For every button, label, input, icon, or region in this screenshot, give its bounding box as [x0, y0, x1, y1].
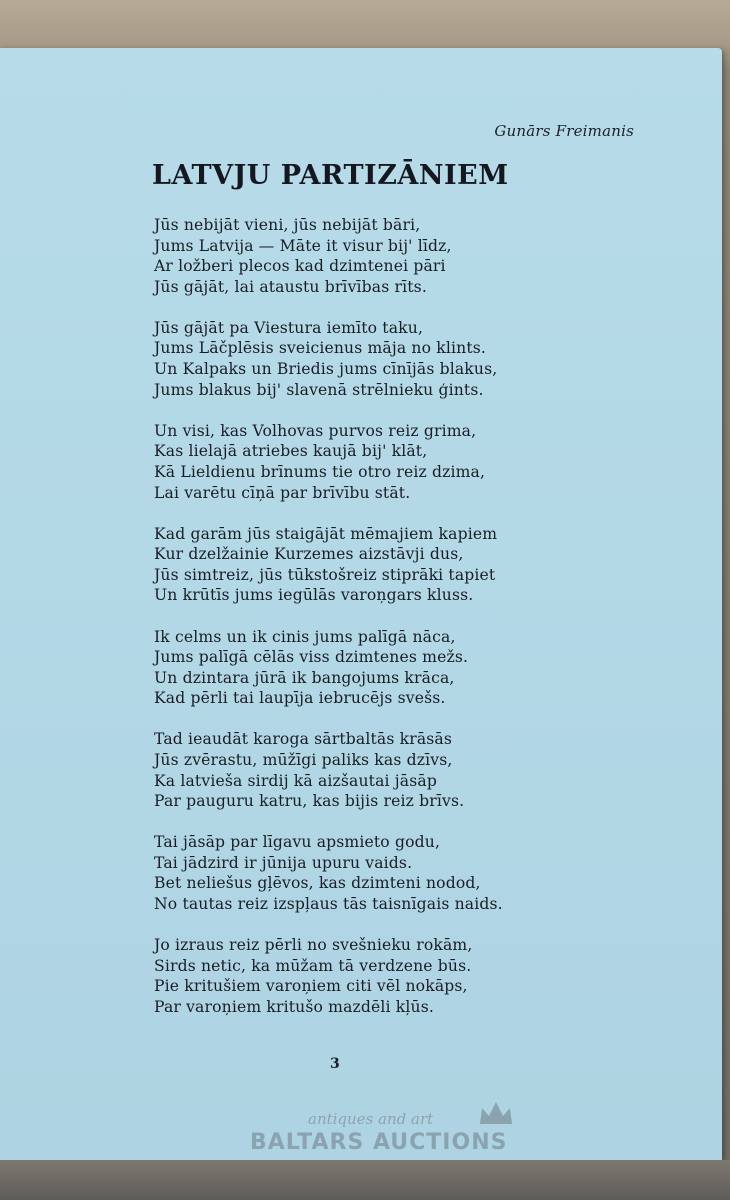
poem-line: Pie kritušiem varoņiem citi vēl nokāps,	[154, 977, 468, 996]
poem-line: Jums palīgā cēlās viss dzimtenes mežs.	[154, 648, 469, 667]
poem-title: LATVJU PARTIZĀNIEM	[152, 160, 509, 191]
stanza-5	[154, 627, 614, 709]
poem-line: Tai jādzird ir jūnija upuru vaids.	[154, 853, 413, 872]
stanza-1	[154, 215, 614, 297]
poem-line: Ka latvieša sirdij kā aizšautai jāsāp	[154, 771, 437, 790]
watermark-tagline: antiques and art	[308, 1110, 434, 1128]
poem-line: Jums Lāčplēsis sveicienus māja no klints.	[154, 339, 486, 358]
poem-line: Un dzintara jūrā ik bangojums krāca,	[154, 668, 455, 687]
poem-line: Lai varētu cīņā par brīvību stāt.	[154, 483, 411, 502]
stanza-8	[154, 935, 614, 1017]
page-number: 3	[330, 1056, 340, 1072]
poem-line: Kad garām jūs staigājāt mēmajiem kapiem	[154, 524, 498, 543]
poem-line: Jo izraus reiz pērli no svešnieku rokām,	[154, 936, 473, 955]
poem-line: Bet neliešus gļēvos, kas dzimteni nodod,	[154, 874, 481, 893]
poem-line: Kad pērli tai laupīja iebrucējs svešs.	[154, 689, 446, 708]
poem-line: Jūs gājāt pa Viestura iemīto taku,	[154, 318, 424, 337]
table-edge	[0, 1160, 730, 1200]
poem-author: Gunārs Freimanis	[494, 122, 634, 140]
poem-line: Kas lielajā atriebes kaujā bij' klāt,	[154, 442, 428, 461]
poem-line: Un Kalpaks un Briedis jums cīnījās blakus,	[154, 360, 498, 379]
stanza-3	[154, 421, 614, 503]
crown-icon	[476, 1100, 516, 1128]
poem-line: Tad ieaudāt karoga sārtbaltās krāsās	[154, 730, 453, 749]
stanza-2	[154, 318, 614, 400]
poem-line: Ar ložberi plecos kad dzimtenei pāri	[154, 257, 446, 276]
poem-line: Jūs simtreiz, jūs tūkstošreiz stiprāki tapiet	[154, 565, 496, 584]
poem-body	[154, 215, 614, 1038]
poem-line: Un visi, kas Volhovas purvos reiz grima,	[154, 421, 477, 440]
poem-line: Sirds netic, ka mūžam tā verdzene būs.	[154, 956, 472, 975]
poem-line: Un krūtīs jums iegūlās varoņgars kluss.	[154, 586, 474, 605]
poem-line: Kur dzelžainie Kurzemes aizstāvji dus,	[154, 545, 464, 564]
poem-line: Jums Latvija — Māte it visur bij' līdz,	[154, 236, 452, 255]
poem-line: Jūs nebijāt vieni, jūs nebijāt bāri,	[154, 216, 421, 234]
poem-line: Par pauguru katru, kas bijis reiz brīvs.	[154, 792, 465, 811]
watermark	[250, 1100, 670, 1160]
poem-line: Tai jāsāp par līgavu apsmieto godu,	[154, 833, 441, 852]
poem-line: Par varoņiem kritušo mazdēli kļūs.	[154, 997, 434, 1016]
poem-line: Jūs gājāt, lai ataustu brīvības rīts.	[154, 277, 427, 296]
poem-line: No tautas reiz izspļaus tās taisnīgais naids.	[154, 895, 503, 914]
stanza-4	[154, 524, 614, 606]
poem-line: Jums blakus bij' slavenā strēlnieku ģints.	[154, 380, 484, 399]
stanza-6	[154, 729, 614, 811]
watermark-brand: BALTARS AUCTIONS	[250, 1130, 508, 1155]
stanza-7	[154, 832, 614, 914]
poem-line: Kā Lieldienu brīnums tie otro reiz dzima,	[154, 462, 486, 481]
poem-line: Jūs zvērastu, mūžīgi paliks kas dzīvs,	[154, 750, 453, 769]
poem-line: Ik celms un ik cinis jums palīgā nāca,	[154, 627, 456, 646]
